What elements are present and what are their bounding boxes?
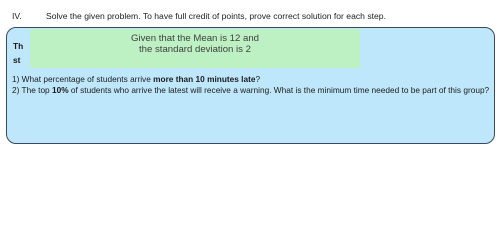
section-instruction — [12, 11, 386, 21]
question-2-text: 2) The top — [12, 85, 52, 95]
problem-box — [6, 27, 495, 144]
problem-stem — [13, 39, 23, 67]
question-2 — [12, 85, 494, 96]
overlay-line-1: Given that the Mean is 12 and — [131, 33, 259, 44]
stem-line-1: Th — [13, 41, 24, 51]
question-1-text: 1) What percentage of students arrive — [12, 74, 154, 84]
question-1-emphasis: more than 10 minutes late — [153, 74, 256, 84]
overlay-line-2: the standard deviation is 2 — [138, 44, 251, 55]
question-1-end: ? — [255, 74, 261, 84]
question-1 — [12, 74, 494, 85]
question-2-end: of students who arrive the latest will receive a warning. What is the minimum time needed to be part of this group? — [68, 85, 490, 95]
stem-line-2: st — [13, 55, 21, 65]
instruction-text: Solve the given problem. To have full credit of points, prove correct solution for each step. — [46, 11, 386, 21]
questions — [12, 74, 494, 96]
section-number: IV. — [12, 11, 22, 21]
question-2-emphasis: 10% — [51, 85, 69, 95]
given-overlay-note — [30, 29, 360, 68]
